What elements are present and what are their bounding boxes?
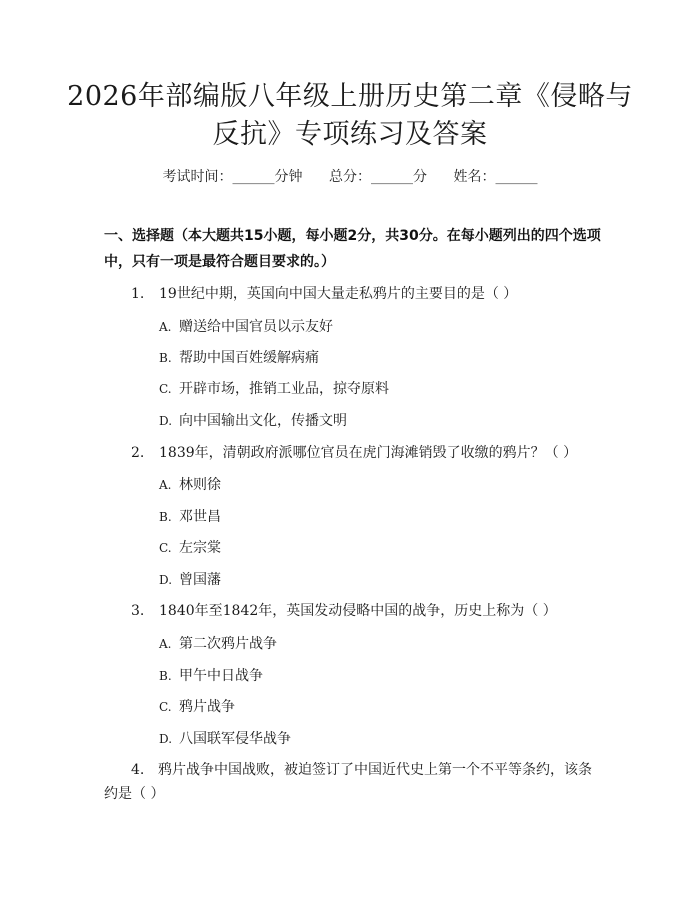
option-1a <box>159 316 333 336</box>
option-text: 曾国藩 <box>179 572 221 588</box>
option-2d <box>159 569 221 589</box>
question-2 <box>131 442 577 462</box>
option-letter: B. <box>159 669 172 683</box>
question-text: 1840年至1842年，英国发动侵略中国的战争，历史上称为（ ） <box>159 603 557 619</box>
option-text: 鸦片战争 <box>179 699 235 715</box>
question-3 <box>131 600 557 620</box>
option-3c <box>159 696 235 716</box>
option-letter: D. <box>159 414 173 428</box>
option-text: 开辟市场，推销工业品，掠夺原料 <box>179 381 389 397</box>
question-4 <box>104 758 604 806</box>
option-3a <box>159 633 277 653</box>
option-letter: A. <box>159 478 172 492</box>
question-text: 19世纪中期，英国向中国大量走私鸦片的主要目的是（ ） <box>159 286 518 302</box>
question-1 <box>131 283 517 303</box>
option-text: 向中国输出文化，传播文明 <box>179 413 347 429</box>
option-letter: C. <box>159 541 172 555</box>
option-1c <box>159 378 389 398</box>
section-heading: 一、选择题（本大题共15小题，每小题2分，共30分。在每小题列出的四个选项中，只有一项是最符合题目要求的。） <box>104 228 601 270</box>
question-number: 4. <box>131 762 145 778</box>
option-letter: D. <box>159 732 173 746</box>
option-3d <box>159 728 291 748</box>
option-2c <box>159 537 221 557</box>
option-2b <box>159 506 221 526</box>
exam-total-score: 总分：______分 <box>329 169 427 185</box>
question-number: 1. <box>131 286 145 302</box>
option-3b <box>159 665 263 685</box>
option-text: 左宗棠 <box>179 540 221 556</box>
question-text: 鸦片战争中国战败，被迫签订了中国近代史上第一个不平等条约，该条约是（ ） <box>104 762 592 802</box>
option-text: 第二次鸦片战争 <box>179 636 277 652</box>
question-text: 1839年，清朝政府派哪位官员在虎门海滩销毁了收缴的鸦片？（ ） <box>159 445 578 461</box>
option-letter: A. <box>159 637 172 651</box>
option-1d <box>159 410 347 430</box>
exam-time: 考试时间：______分钟 <box>162 169 303 185</box>
option-letter: B. <box>159 351 172 365</box>
option-letter: B. <box>159 510 172 524</box>
option-1b <box>159 347 319 367</box>
option-text: 林则徐 <box>179 477 221 493</box>
exam-name: 姓名：______ <box>453 169 538 185</box>
option-text: 甲午中日战争 <box>179 668 263 684</box>
option-text: 帮助中国百姓缓解病痛 <box>179 350 319 366</box>
option-text: 八国联军侵华战争 <box>179 731 291 747</box>
option-2a <box>159 474 221 494</box>
option-text: 赠送给中国官员以示友好 <box>179 319 333 335</box>
option-letter: D. <box>159 573 173 587</box>
document-title: 2026年部编版八年级上册历史第二章《侵略与反抗》专项练习及答案 <box>67 81 633 150</box>
question-number: 3. <box>131 603 145 619</box>
option-letter: C. <box>159 700 172 714</box>
option-text: 邓世昌 <box>179 509 221 525</box>
option-letter: A. <box>159 320 172 334</box>
exam-info <box>0 166 700 186</box>
question-number: 2. <box>131 445 145 461</box>
option-letter: C. <box>159 382 172 396</box>
